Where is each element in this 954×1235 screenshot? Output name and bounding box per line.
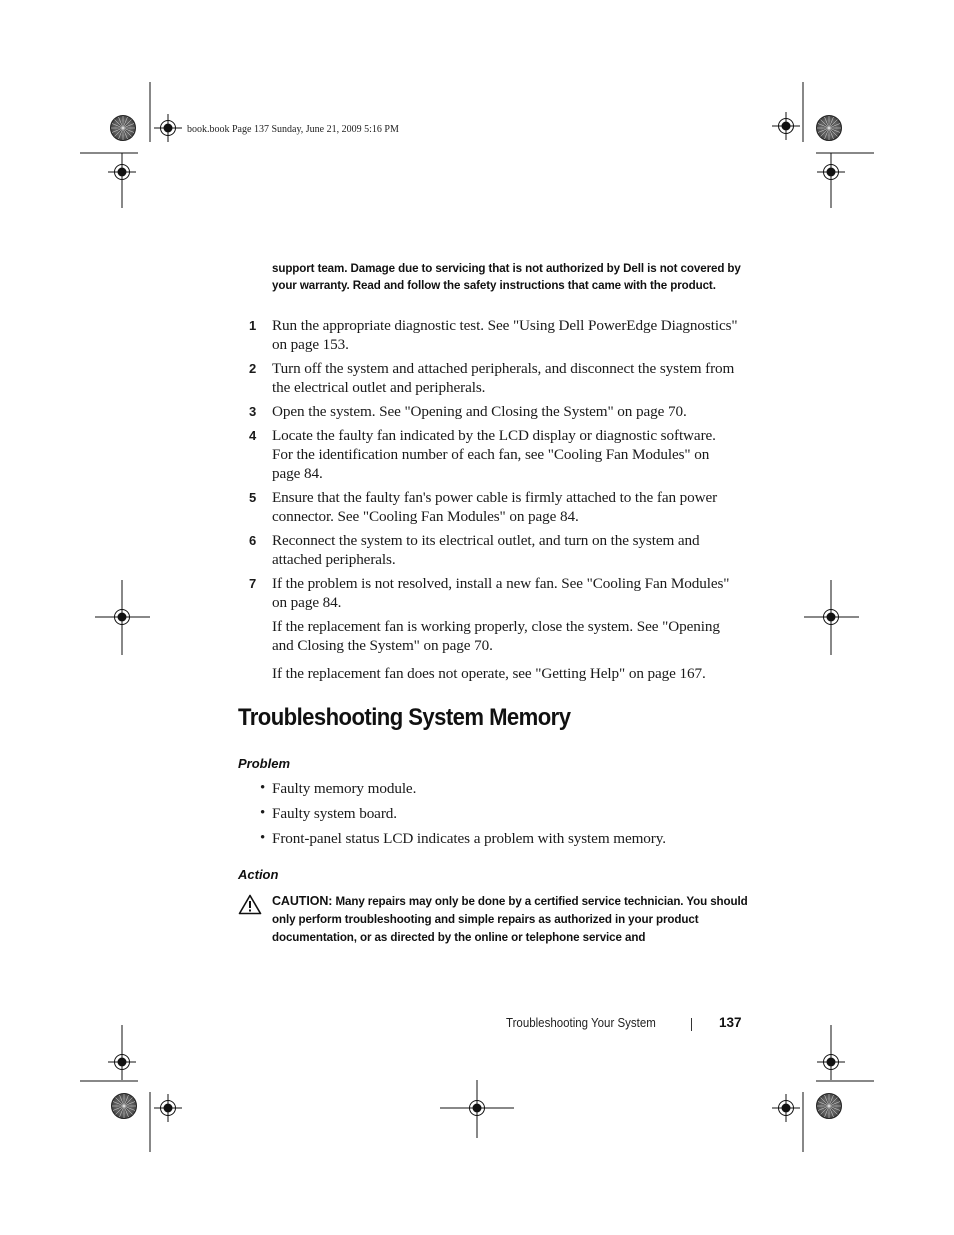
step-item [240,359,740,397]
step-number: 6 [249,533,257,548]
registration-mark-icon [108,603,136,631]
color-wheel-icon [817,1094,842,1119]
color-wheel-icon [817,116,842,141]
registration-mark-icon [154,1094,182,1122]
registration-mark-icon [108,1048,136,1076]
step-number: 1 [249,318,257,333]
caution-body: Many repairs may only be done by a certified service technician. You should only perform troubleshooting and simple repairs as authorized in your product documentation, or as directed by the online or telephone service and [272,895,748,944]
step-text: Open the system. See "Opening and Closing the System" on page 70. [272,403,687,420]
step-text: Turn off the system and attached peripherals, and disconnect the system from the electrical outlet and peripherals. [272,360,735,396]
crop-mark-top-left [80,82,150,208]
caution-notice [238,892,748,947]
registration-mark-icon [817,158,845,186]
step-item [240,531,740,569]
bullet-icon: • [260,805,266,821]
bullet-icon: • [260,780,266,796]
problem-list [240,779,740,854]
list-item-text: Faulty memory module. [272,780,417,797]
step-number: 5 [249,490,257,505]
step-item [240,426,740,483]
caution-text [238,892,748,947]
crop-mark-bottom-right [803,1025,874,1152]
color-wheel-icon [111,116,136,141]
step-number: 7 [249,576,257,591]
step-paragraph: If the replacement fan is working properly, close the system. See "Opening and Closing the System" on page 70. [272,618,720,654]
list-item [240,804,740,829]
step-item [240,574,740,612]
step-number: 2 [249,361,257,376]
step-item [240,402,740,421]
page-number: 137 [719,1015,742,1030]
problem-heading: Problem [238,756,291,771]
registration-mark-icon [154,114,182,142]
step-number: 4 [249,428,257,443]
step-text: Run the appropriate diagnostic test. See "Using Dell PowerEdge Diagnostics" on page 153. [272,317,738,353]
list-item-text: Front-panel status LCD indicates a problem with system memory. [272,830,666,847]
registration-mark-icon [108,158,136,186]
step-text: Locate the faulty fan indicated by the LCD display or diagnostic software. For the identification number of each fan, see "Cooling Fan Modules" on page 84. [272,427,716,482]
step-number: 3 [249,404,257,419]
section-title: Troubleshooting System Memory [238,704,571,731]
step-item [240,488,740,526]
action-heading: Action [238,867,279,882]
step-text: Ensure that the faulty fan's power cable is firmly attached to the fan power connector. See "Cooling Fan Modules" on page 84. [272,489,718,525]
list-item-text: Faulty system board. [272,805,397,822]
registration-mark-icon [463,1094,491,1122]
crop-mark-bottom-left [80,1025,150,1152]
bullet-icon: • [260,830,266,846]
list-item [240,829,740,854]
footer-separator [691,1018,692,1031]
print-header: book.book Page 137 Sunday, June 21, 2009 5:16 PM [187,124,399,135]
step-list [240,316,740,683]
warning-continuation: support team. Damage due to servicing that is not authorized by Dell is not covered by your warranty. Read and follow the safety instructions that came with the product. [272,262,741,292]
color-wheel-icon [112,1094,137,1119]
step-paragraph: If the replacement fan does not operate, see "Getting Help" on page 167. [272,665,706,682]
crop-mark-top-right [803,82,874,208]
registration-mark-icon [772,112,800,140]
step-text: Reconnect the system to its electrical outlet, and turn on the system and attached peripherals. [272,532,700,568]
registration-mark-icon [817,1048,845,1076]
step-item [240,316,740,354]
step-text: If the problem is not resolved, install a new fan. See "Cooling Fan Modules" on page 84. [272,575,730,611]
warning-triangle-icon [238,894,262,915]
registration-mark-icon [817,603,845,631]
list-item [240,779,740,804]
footer-chapter-title: Troubleshooting Your System [506,1016,656,1030]
registration-mark-icon [772,1094,800,1122]
caution-label: CAUTION: [272,894,333,908]
